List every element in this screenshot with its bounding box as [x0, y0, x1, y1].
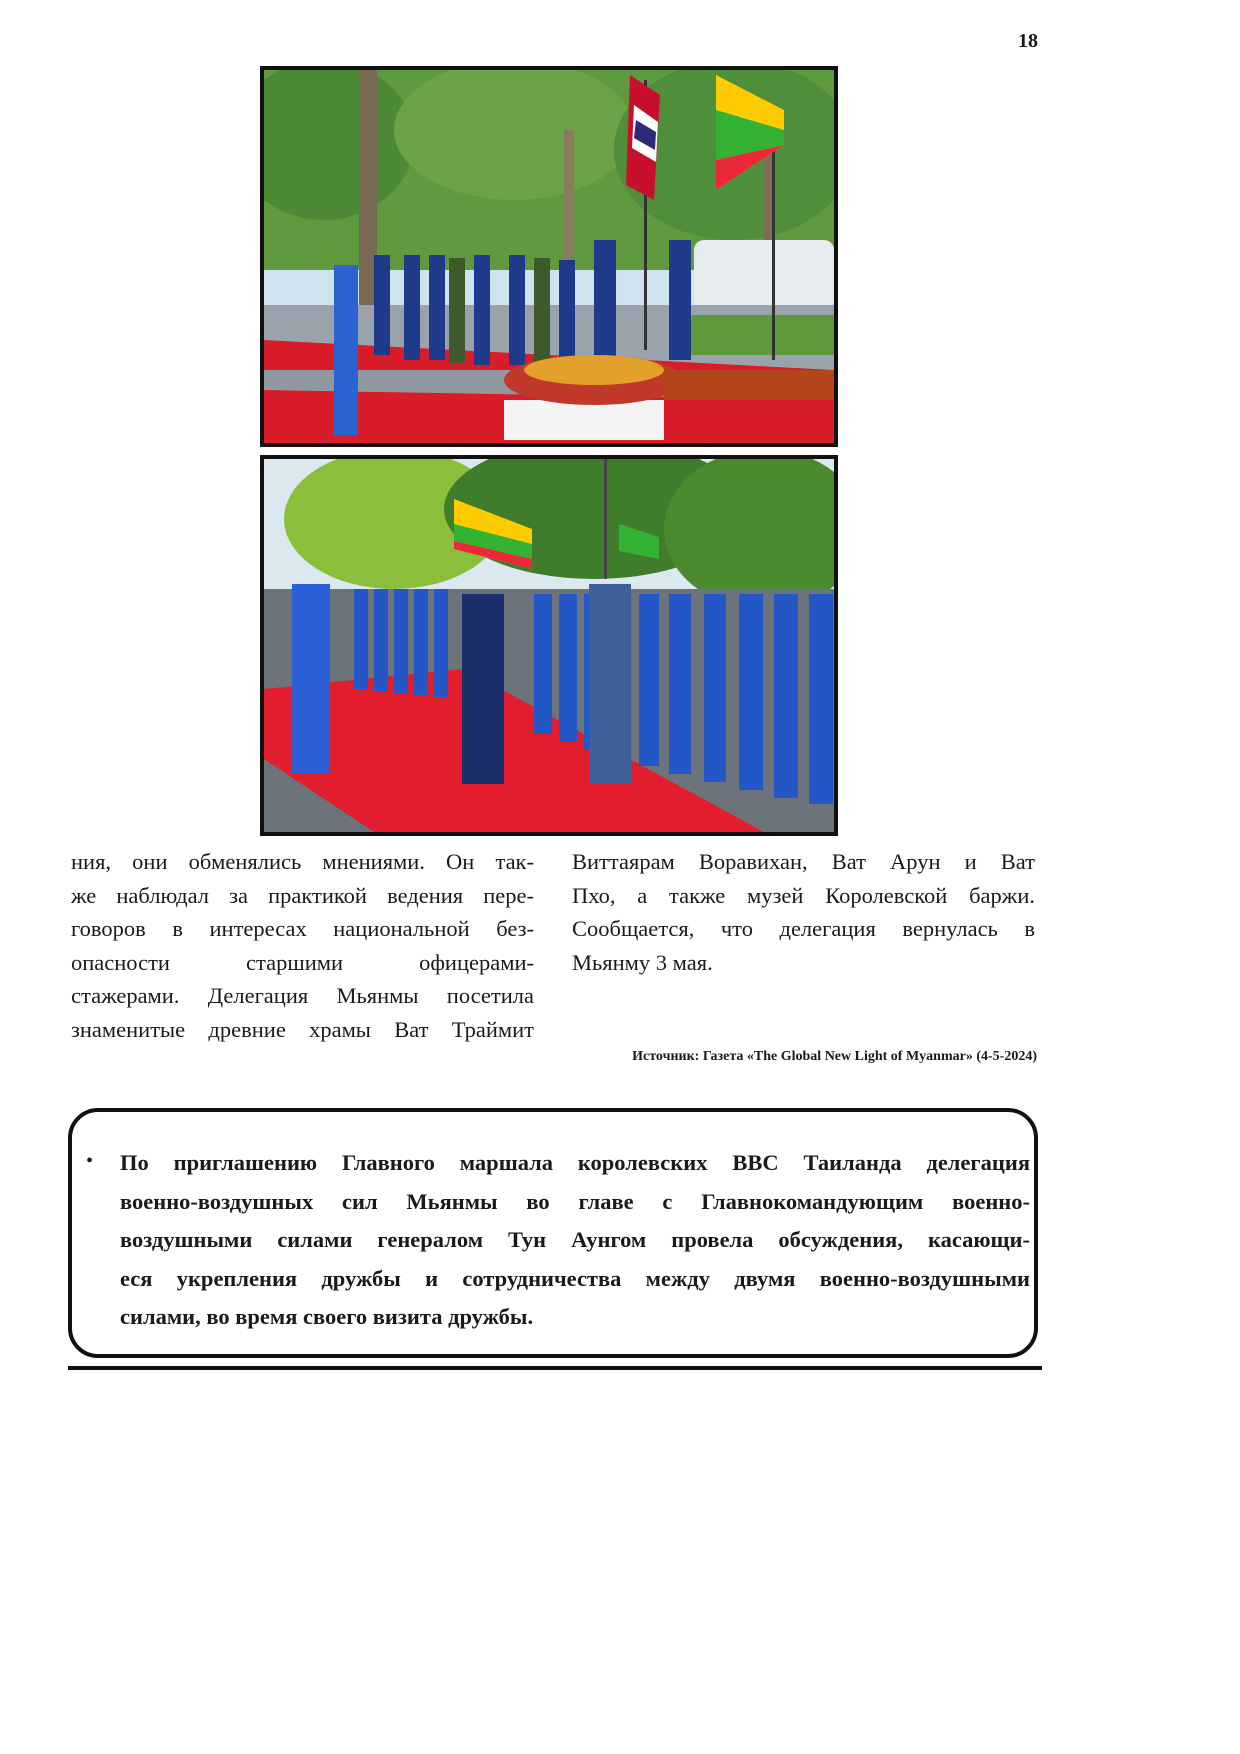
callout-line: еся укрепления дружбы и сотрудничества между двумя военно-воздушными: [120, 1265, 1030, 1291]
text-line: Виттаярам Воравихан, Ват Арун и Ват: [572, 849, 1035, 874]
text-line: ния, они обменялись мнениями. Он так-: [71, 849, 534, 874]
text-line: Мьянму 3 мая.: [572, 949, 713, 975]
callout-line: силами, во время своего визита дружбы.: [120, 1304, 534, 1329]
source-citation: Источник: Газета «The Global New Light of Myanmar» (4-5-2024): [632, 1049, 1037, 1064]
callout-line: воздушными силами генералом Тун Аунгом провела обсуждения, касающи-: [120, 1227, 1030, 1252]
text-line: Сообщается, что делегация вернулась в: [572, 916, 1035, 941]
body-text-left-column: [71, 845, 534, 1046]
summary-callout-box: [68, 1108, 1038, 1358]
text-line: опасности старшими офицерами-: [71, 949, 534, 975]
text-line: говоров в интересах национальной без-: [71, 916, 534, 941]
callout-text: [120, 1144, 1030, 1337]
text-line: же наблюдал за практикой ведения пере-: [71, 882, 534, 908]
text-line: Пхо, а также музей Королевской баржи.: [572, 882, 1035, 908]
text-line: знаменитые древние храмы Ват Траймит: [71, 1016, 534, 1042]
callout-line: По приглашению Главного маршала королевских ВВС Таиланда делегация: [120, 1150, 1030, 1175]
callout-line: военно-воздушных сил Мьянмы во главе с Главнокомандующим военно-: [120, 1188, 1030, 1214]
photo-ceremony-podium: [260, 66, 838, 447]
text-line: стажерами. Делегация Мьянмы посетила: [71, 983, 534, 1008]
bullet-icon: •: [86, 1150, 94, 1172]
page-number: 18: [1018, 30, 1038, 52]
photo-honour-guard: [260, 455, 838, 836]
horizontal-divider: [68, 1366, 1042, 1370]
body-text-right-column: [572, 845, 1035, 979]
